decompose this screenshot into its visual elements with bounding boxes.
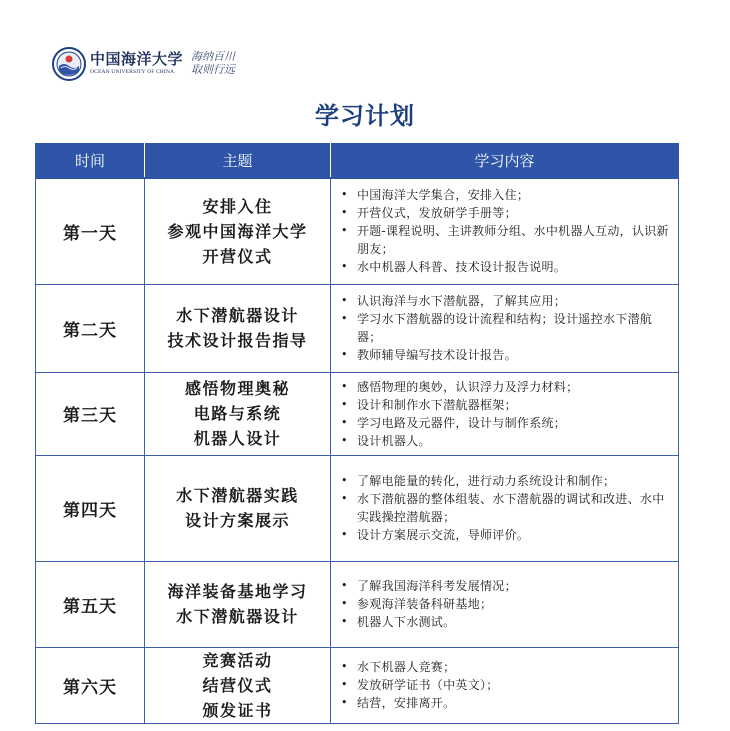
schedule-table <box>35 143 679 724</box>
theme-line: 电路与系统 <box>193 404 282 423</box>
table-row <box>36 647 679 723</box>
header <box>52 44 235 84</box>
motto-line-1: 海纳百川 <box>191 50 236 64</box>
list-item: • 感悟物理的奥妙，认识浮力及浮力材料； <box>339 378 672 396</box>
column-header-theme: 主题 <box>145 144 331 179</box>
list-item: • 水下潜航器的整体组装、水下潜航器的调试和改进、水中实践操控潜航器； <box>339 490 672 526</box>
list-item: • 认识海洋与水下潜航器，了解其应用； <box>339 292 672 310</box>
table-row <box>36 284 679 372</box>
list-item: • 机器人下水测试。 <box>339 613 672 631</box>
table-header-row <box>36 144 679 179</box>
table-row <box>36 372 679 455</box>
list-item: • 水中机器人科普、技术设计报告说明。 <box>339 258 672 276</box>
university-name-en: OCEAN UNIVERSITY OF CHINA <box>90 69 175 76</box>
content-cell <box>331 284 679 372</box>
content-list <box>331 186 678 276</box>
list-item: • 学习水下潜航器的设计流程和结构；设计遥控水下潜航器； <box>339 310 672 346</box>
content-cell <box>331 647 679 723</box>
theme-line: 参观中国海洋大学 <box>167 221 308 241</box>
list-item: • 了解我国海洋科考发展情况； <box>339 577 672 595</box>
theme-cell <box>145 455 331 561</box>
theme-line: 水下潜航器设计 <box>176 306 299 325</box>
list-item: • 了解电能量的转化，进行动力系统设计和制作； <box>339 472 672 490</box>
list-item: • 水下机器人竞赛； <box>339 658 672 676</box>
university-motto <box>191 51 235 76</box>
theme-line: 开营仪式 <box>202 246 273 266</box>
theme-line: 设计方案展示 <box>184 511 290 530</box>
content-list <box>331 292 678 364</box>
university-name-cn: 中国海洋大学 <box>90 50 184 69</box>
content-list <box>331 577 678 631</box>
table-row <box>36 561 679 647</box>
list-item: • 中国海洋大学集合，安排入住； <box>339 186 672 204</box>
day-cell: 第二天 <box>36 284 145 372</box>
list-item: • 发放研学证书（中英文）； <box>339 676 672 694</box>
theme-line: 颁发证书 <box>202 700 273 720</box>
content-cell <box>331 455 679 561</box>
theme-line: 水下潜航器实践 <box>176 486 299 505</box>
theme-line: 技术设计报告指导 <box>167 331 308 350</box>
theme-cell <box>145 178 331 284</box>
column-header-content: 学习内容 <box>331 144 679 179</box>
content-list <box>331 378 678 450</box>
theme-line: 竞赛活动 <box>202 650 273 670</box>
theme-cell <box>145 561 331 647</box>
day-cell: 第六天 <box>36 647 145 723</box>
theme-line: 海洋装备基地学习 <box>167 582 308 601</box>
university-emblem-icon <box>52 47 86 81</box>
list-item: • 参观海洋装备科研基地； <box>339 595 672 613</box>
list-item: • 开题-课程说明、主讲教师分组、水中机器人互动，认识新朋友； <box>339 222 672 258</box>
content-cell <box>331 561 679 647</box>
content-cell <box>331 372 679 455</box>
list-item: • 设计方案展示交流，导师评价。 <box>339 526 672 544</box>
theme-line: 感悟物理奥秘 <box>184 379 290 398</box>
content-list <box>331 472 678 544</box>
day-cell: 第四天 <box>36 455 145 561</box>
theme-line: 安排入住 <box>202 196 273 216</box>
day-cell: 第三天 <box>36 372 145 455</box>
list-item: • 开营仪式，发放研学手册等； <box>339 204 672 222</box>
motto-line-2: 取则行远 <box>191 63 236 76</box>
content-cell <box>331 178 679 284</box>
theme-line: 机器人设计 <box>193 429 282 448</box>
content-list <box>331 658 678 712</box>
list-item: • 结营，安排离开。 <box>339 694 672 712</box>
university-wordmark <box>90 52 183 76</box>
theme-cell <box>145 647 331 723</box>
list-item: • 学习电路及元器件，设计与制作系统； <box>339 414 672 432</box>
theme-line: 结营仪式 <box>202 675 273 695</box>
column-header-time: 时间 <box>36 144 145 179</box>
theme-cell <box>145 284 331 372</box>
list-item: • 设计机器人。 <box>339 432 672 450</box>
table-row <box>36 455 679 561</box>
page-title: 学习计划 <box>315 102 415 130</box>
table-row <box>36 178 679 284</box>
theme-line: 水下潜航器设计 <box>176 607 299 626</box>
day-cell: 第五天 <box>36 561 145 647</box>
list-item: • 教师辅导编写技术设计报告。 <box>339 346 672 364</box>
list-item: • 设计和制作水下潜航器框架； <box>339 396 672 414</box>
theme-cell <box>145 372 331 455</box>
day-cell: 第一天 <box>36 178 145 284</box>
